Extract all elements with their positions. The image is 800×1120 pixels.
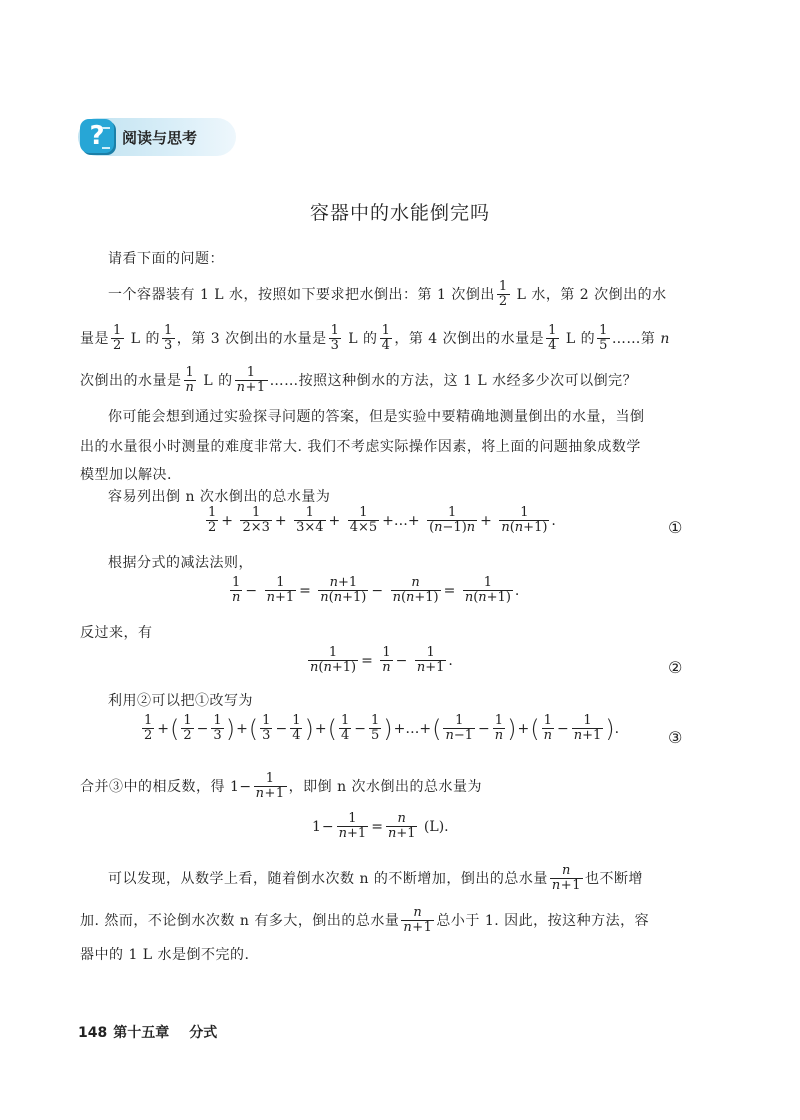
equation-label: ① [668, 518, 683, 537]
equation-subtraction-rule: $\frac{1}{n}$ − $\frac{1}{n+1}$ = $\frac{n+1}{n(n+1)}$ − $\frac{n}{n(n+1)}$ = $\frac{1}{n(n+1)}$ . [232, 575, 520, 606]
equation-label: ③ [668, 728, 683, 747]
paragraph: 可以发现，从数学上看，随着倒水次数 n 的不断增加，倒出的总水量 $\frac{n}{n+1}$ 也不断增 [108, 863, 643, 894]
paragraph: 容易列出倒 n 次水倒出的总水量为 [108, 489, 331, 505]
fraction: $\frac{1}{3}$ [163, 323, 173, 354]
paragraph: 量是 $\frac{1}{2}$ L 的 $\frac{1}{3}$ ，第 3 次倒出的水量是 $\frac{1}{3}$ L 的 $\frac{1}{4}$ ，第 4 次倒出的水量是 $\frac{1}{4}$ L 的 $\frac{1}{5}$ ……第 n [80, 323, 670, 354]
topic-label: 分式 [189, 1025, 218, 1041]
fraction: $\frac{1}{3}$ [330, 323, 340, 354]
fraction: $\frac{1}{2}$ [113, 323, 122, 354]
paragraph: 一个容器装有 1 L 水，按照如下要求把水倒出：第 1 次倒出 $\frac{1}{2}$ L 水，第 2 次倒出的水 [108, 279, 667, 310]
fraction: $\frac{1}{4}$ [548, 323, 557, 354]
banner-label: 阅读与思考 [122, 129, 198, 147]
paragraph: 合并③中的相反数，得 1− $\frac{1}{n+1}$ ，即倒 n 次水倒出的总水量为 [80, 771, 483, 802]
fraction: $\frac{1}{n+1}$ [255, 771, 285, 802]
fraction: $\frac{n}{n+1}$ [403, 905, 433, 936]
page-footer [78, 1022, 217, 1042]
paragraph: 根据分式的减法法则， [108, 555, 253, 571]
fraction: $\frac{n}{n+1}$ [551, 863, 581, 894]
question-mark-icon: ? [80, 119, 114, 153]
fraction: $\frac{1}{5}$ [599, 323, 608, 354]
paragraph: 请看下面的问题： [108, 251, 224, 267]
paragraph: 出的水量很小时测量的难度非常大. 我们不考虑实际操作因素，将上面的问题抽象成数学 [80, 439, 641, 455]
equation-result: 1− $\frac{1}{n+1}$ = $\frac{n}{n+1}$ (L). [312, 811, 449, 842]
fraction: $\frac{1}{2}$ [498, 279, 508, 310]
equation-decomposition: $\frac{1}{n(n+1)}$ = $\frac{1}{n}$ − $\frac{1}{n+1}$ . [310, 645, 453, 676]
paragraph: 利用②可以把①改写为 [108, 693, 253, 709]
article-title: 容器中的水能倒完吗 [309, 202, 490, 224]
paragraph: 模型加以解决. [80, 467, 172, 483]
section-banner [78, 118, 236, 156]
paragraph: 你可能会想到通过实验探寻问题的答案，但是实验中要精确地测量倒出的水量，当倒 [108, 409, 645, 425]
fraction: $\frac{1}{n}$ [185, 365, 195, 396]
paragraph: 加. 然而，不论倒水次数 n 有多大，倒出的总水量 $\frac{n}{n+1}$ 总小于 1. 因此，按这种方法，容 [80, 905, 650, 936]
page-number: 148 [78, 1025, 108, 1041]
chapter-label: 第十五章 [113, 1025, 170, 1041]
paragraph: 次倒出的水量是 $\frac{1}{n}$ L 的 $\frac{1}{n+1}$ ……按照这种倒水的方法，这 1 L 水经多少次可以倒完？ [80, 365, 638, 396]
equation-rewritten: $\frac{1}{2}$ +( $\frac{1}{2}$ − $\frac{1}{3}$ )+( $\frac{1}{3}$ − $\frac{1}{4}$ )+( $\frac{1}{4}$ − $\frac{1}{5}$ )+…+( $\frac{1}{n-1}$ − $\frac{1}{n}$ )+( $\frac{1}{n}$ − $\frac{1}{n+1}$ ). [144, 713, 620, 744]
paragraph: 器中的 1 L 水是倒不完的. [80, 947, 250, 963]
fraction: $\frac{1}{n+1}$ [236, 365, 266, 396]
fraction: $\frac{1}{4}$ [381, 323, 391, 354]
equation-sum: $\frac{1}{2}$ + $\frac{1}{2\times 3}$ + $\frac{1}{3\times 4}$ + $\frac{1}{4\times 5}$ +…+ $\frac{1}{(n-1)n}$ + $\frac{1}{n(n+1)}$ . [208, 505, 556, 536]
equation-label: ② [668, 658, 683, 677]
paragraph: 反过来，有 [80, 625, 153, 641]
